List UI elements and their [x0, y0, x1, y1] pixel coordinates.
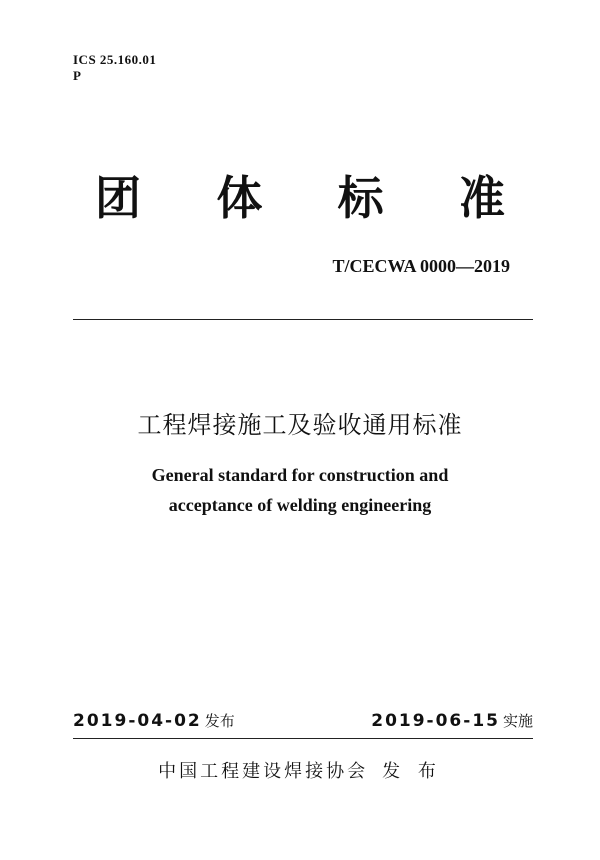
top-divider — [73, 319, 533, 320]
main-heading-char: 体 — [216, 171, 263, 225]
issuer-name: 中国工程建设焊接协会 — [158, 761, 369, 782]
english-title-line-1: General standard for construction and — [151, 465, 449, 485]
ics-code: ICS 25.160.01 — [73, 52, 157, 67]
main-heading — [95, 168, 505, 228]
issue-date: 2019-04-02 — [73, 711, 202, 731]
issuer-action: 发 布 — [382, 761, 442, 782]
issue-label: 发布 — [204, 712, 235, 730]
category-code: P — [73, 68, 82, 83]
main-heading-char: 标 — [337, 171, 384, 225]
classification-block — [73, 52, 156, 84]
issuer-line — [0, 757, 600, 783]
implement-label: 实施 — [502, 712, 533, 730]
implement-date-block — [371, 710, 533, 731]
bottom-divider — [73, 738, 533, 739]
english-title-line-2: acceptance of welding engineering — [168, 495, 432, 515]
implement-date: 2019-06-15 — [371, 711, 500, 731]
english-title — [0, 460, 600, 520]
main-heading-char: 准 — [458, 171, 505, 225]
issue-date-block — [73, 710, 235, 731]
chinese-title: 工程焊接施工及验收通用标准 — [137, 411, 463, 439]
main-heading-char: 团 — [95, 171, 141, 225]
standard-number: T/CECWA 0000—2019 — [332, 256, 510, 276]
